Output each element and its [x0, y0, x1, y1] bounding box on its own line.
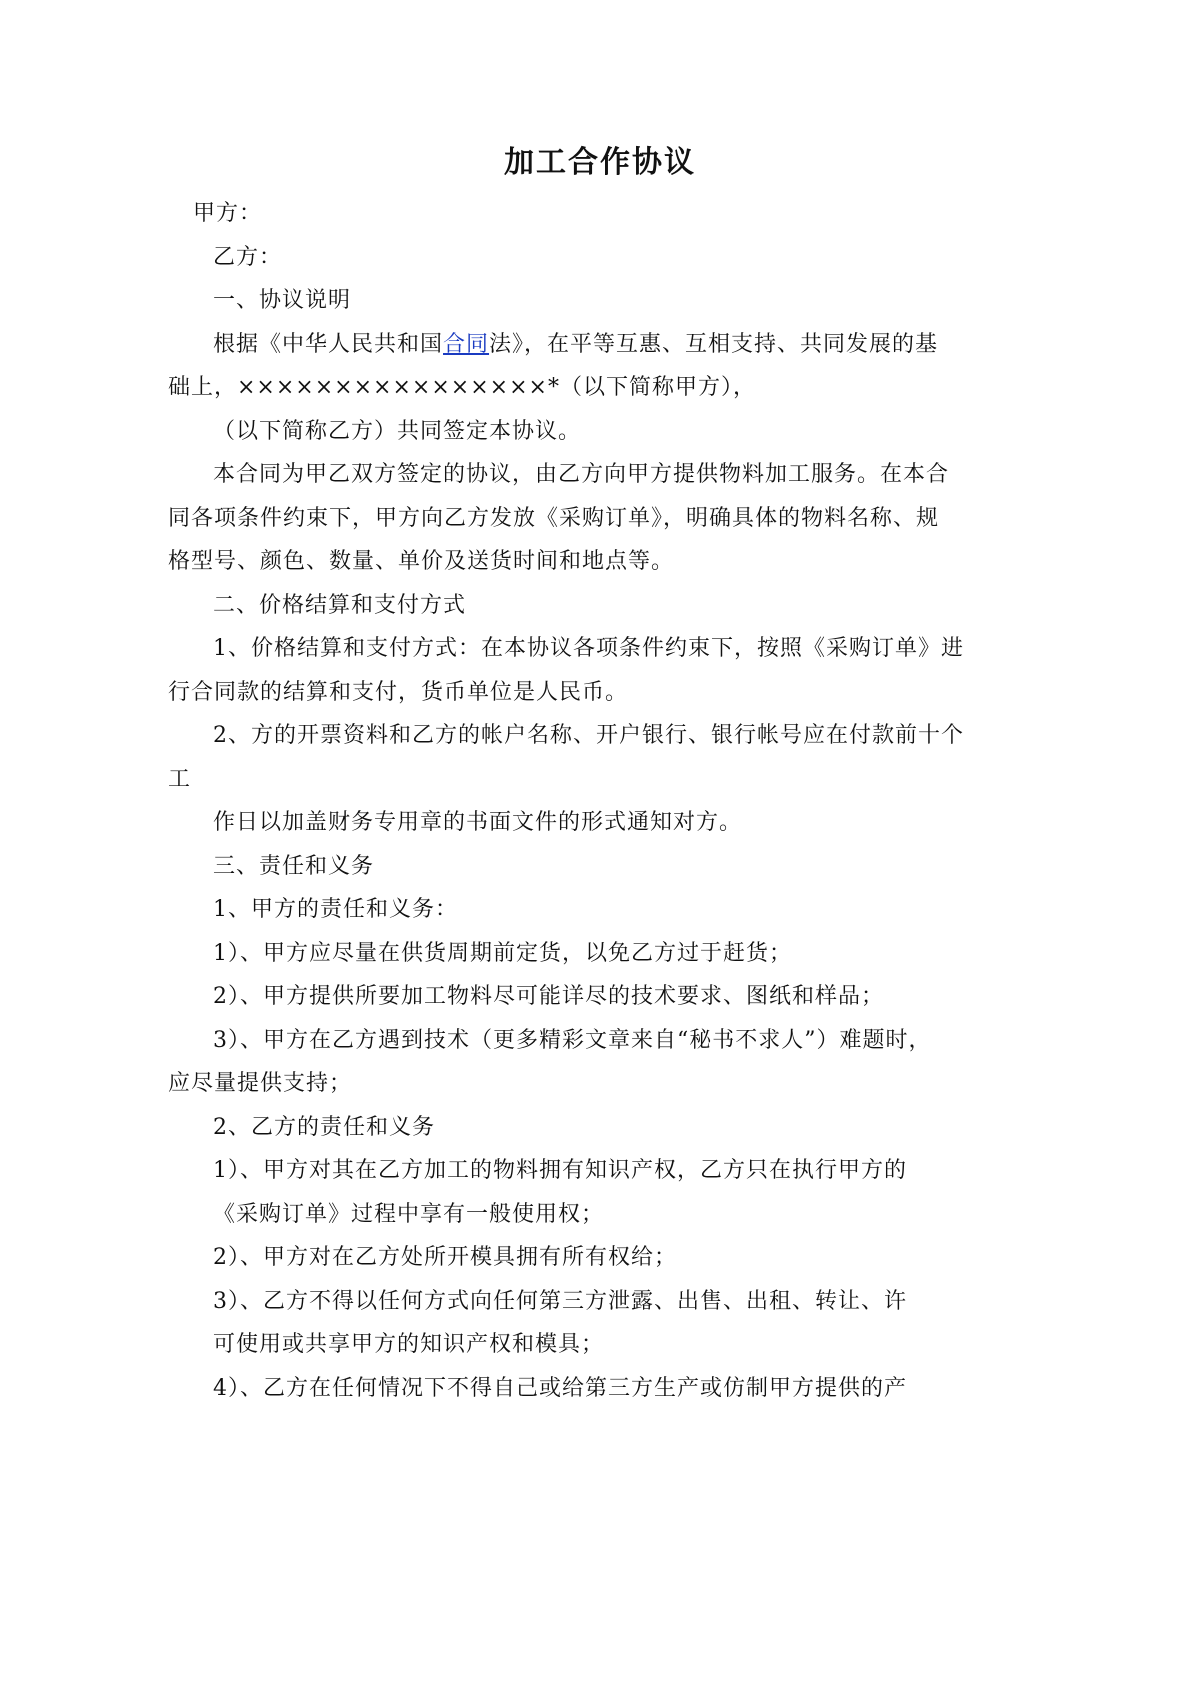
text-segment: 法》，在平等互惠、互相支持、共同发展的基 — [489, 332, 939, 357]
paragraph-line: 2）、甲方对在乙方处所开模具拥有所有权给； — [213, 1245, 677, 1270]
contract-law-link[interactable]: 合同 — [443, 332, 490, 357]
paragraph-line — [213, 330, 938, 360]
section-heading-1: 一、协议说明 — [213, 288, 352, 313]
paragraph-line: 作日以加盖财务专用章的书面文件的形式通知对方。 — [213, 810, 743, 835]
paragraph-line: 础上，××××××××××××××××*（以下简称甲方）， — [168, 375, 756, 400]
paragraph-line: 格型号、颜色、数量、单价及送货时间和地点等。 — [168, 549, 675, 574]
paragraph-line: 本合同为甲乙双方签定的协议，由乙方向甲方提供物料加工服务。在本合 — [213, 462, 950, 487]
paragraph-line: 3）、乙方不得以任何方式向任何第三方泄露、出售、出租、转让、许 — [213, 1289, 907, 1314]
paragraph-line: 2）、甲方提供所要加工物料尽可能详尽的技术要求、图纸和样品； — [213, 984, 884, 1009]
paragraph-line: 1）、甲方应尽量在供货周期前定货，以免乙方过于赶货； — [213, 941, 792, 966]
paragraph-line: 工 — [168, 767, 192, 792]
paragraph-line: 同各项条件约束下，甲方向乙方发放《采购订单》，明确具体的物料名称、规 — [168, 506, 940, 531]
paragraph-line: 2、方的开票资料和乙方的帐户名称、开户银行、银行帐号应在付款前十个 — [213, 723, 964, 748]
paragraph-line: 4）、乙方在任何情况下不得自己或给第三方生产或仿制甲方提供的产 — [213, 1376, 907, 1401]
section-heading-2: 二、价格结算和支付方式 — [213, 593, 467, 618]
paragraph-line: 1、价格结算和支付方式：在本协议各项条件约束下，按照《采购订单》进 — [213, 636, 964, 661]
text-segment: 根据《中华人民共和国 — [213, 332, 444, 357]
paragraph-line: （以下简称乙方）共同签定本协议。 — [213, 419, 582, 444]
paragraph-line: 《采购订单》过程中享有一般使用权； — [213, 1202, 605, 1227]
party-b-label: 乙方： — [213, 245, 283, 270]
paragraph-line: 2、乙方的责任和义务 — [213, 1115, 435, 1140]
paragraph-line: 应尽量提供支持； — [168, 1071, 353, 1096]
section-heading-3: 三、责任和义务 — [213, 854, 375, 879]
paragraph-line: 可使用或共享甲方的知识产权和模具； — [213, 1332, 605, 1357]
party-a-label: 甲方： — [193, 201, 263, 226]
paragraph-line: 行合同款的结算和支付，货币单位是人民币。 — [168, 680, 629, 705]
paragraph-line: 3）、甲方在乙方遇到技术（更多精彩文章来自“秘书不求人”）难题时， — [213, 1028, 932, 1053]
document-title: 加工合作协议 — [504, 145, 696, 180]
paragraph-line: 1、甲方的责任和义务： — [213, 897, 458, 922]
paragraph-line: 1）、甲方对其在乙方加工的物料拥有知识产权，乙方只在执行甲方的 — [213, 1158, 907, 1183]
